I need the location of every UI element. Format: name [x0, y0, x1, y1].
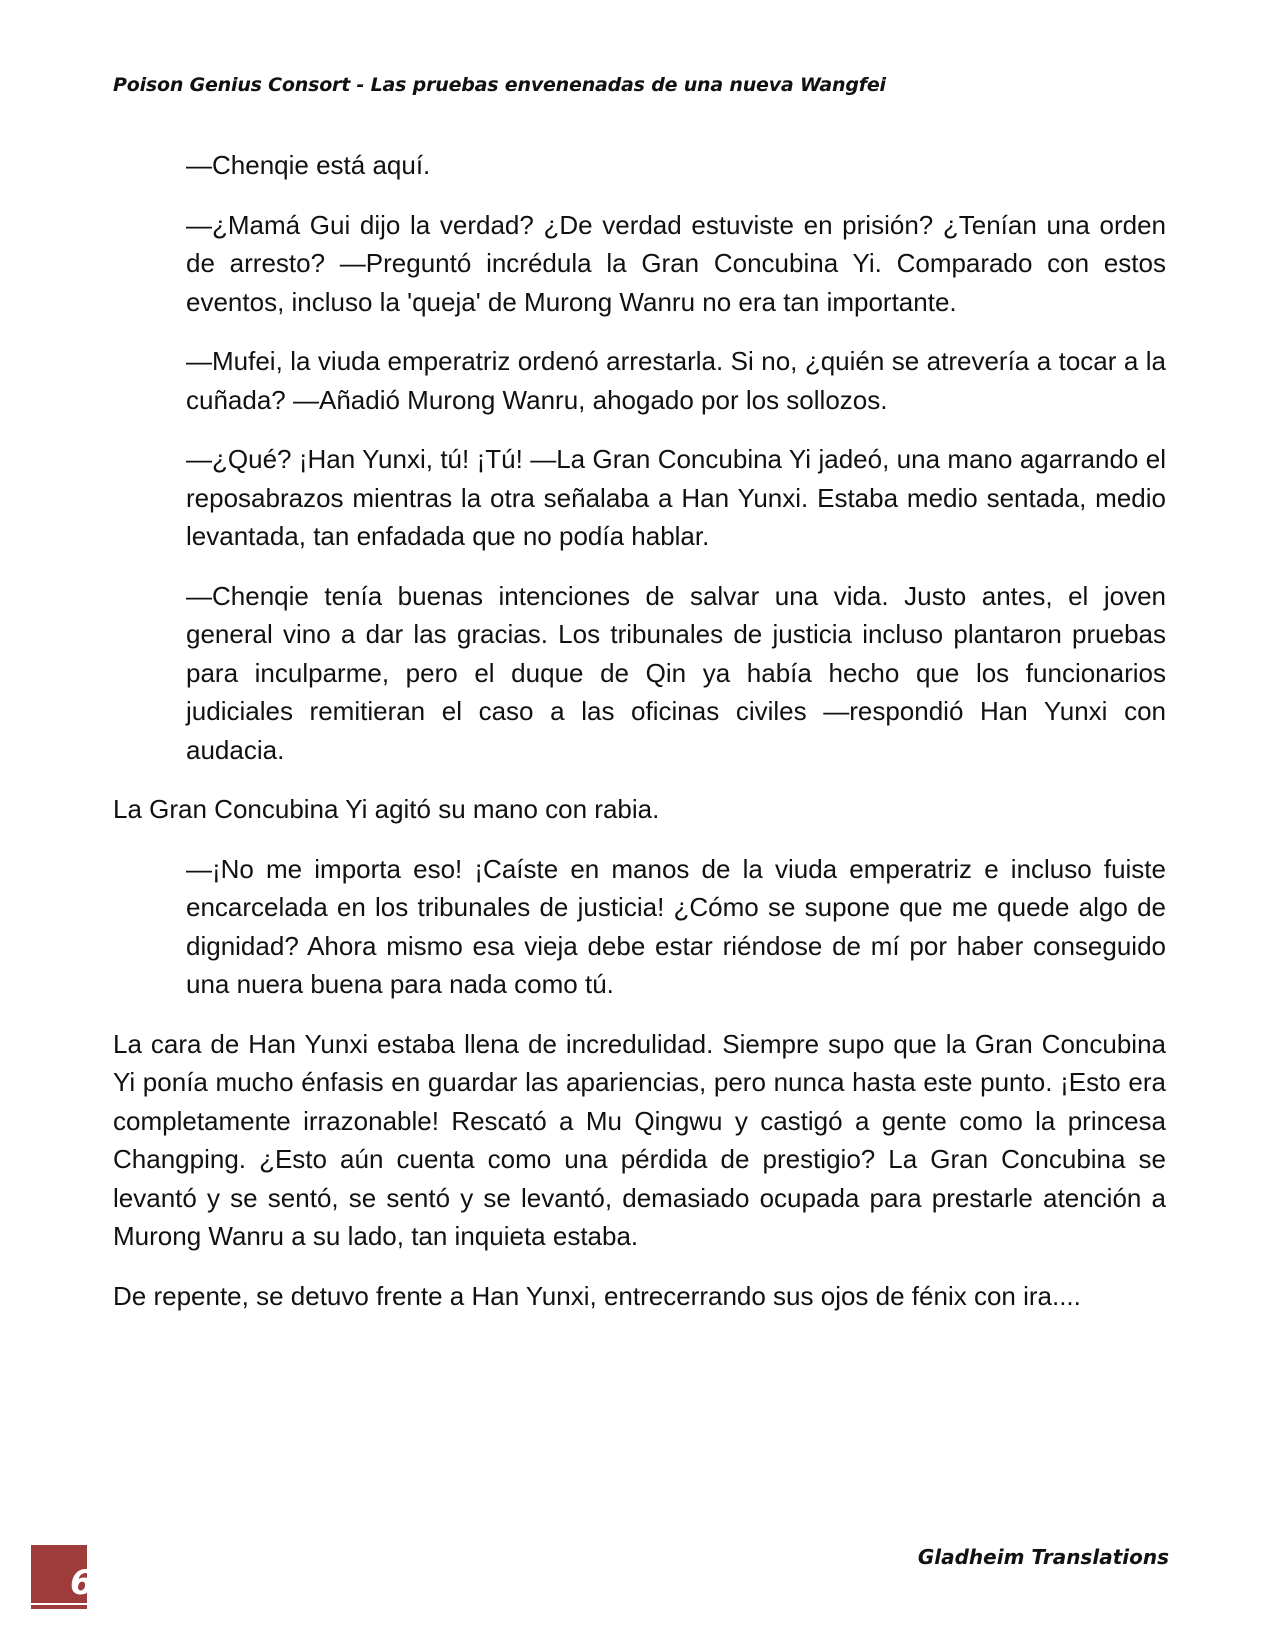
- page-number: 6: [70, 1563, 94, 1603]
- paragraph-3: —Mufei, la viuda emperatriz ordenó arrestarla. Si no, ¿quién se atrevería a tocar a la cuñada? —Añadió Murong Wanru, ahogado por los sollozos.: [186, 346, 1166, 415]
- footer-credit: Gladheim Translations: [917, 1545, 1169, 1569]
- page-number-underline: [31, 1603, 87, 1605]
- paragraph-2: —¿Mamá Gui dijo la verdad? ¿De verdad estuviste en prisión? ¿Tenían una orden de arresto? —Preguntó incrédula la Gran Concubina Yi. Comparado con estos eventos, incluso la 'queja' de Murong Wanru no era tan importante.: [186, 209, 1166, 317]
- paragraph-1: —Chenqie está aquí.: [186, 150, 431, 180]
- paragraph-4: —¿Qué? ¡Han Yunxi, tú! ¡Tú! —La Gran Concubina Yi jadeó, una mano agarrando el reposabrazos mientras la otra señalaba a Han Yunxi. Estaba medio sentada, medio levantada, tan enfadada que no podía hablar.: [186, 444, 1166, 551]
- paragraph-5: —Chenqie tenía buenas intenciones de salvar una vida. Justo antes, el joven general vino a dar las gracias. Los tribunales de justicia incluso plantaron pruebas para inculparme, pero el duque de Qin ya había hecho que los funcionarios judiciales remitieran el caso a las oficinas civiles —respondió Han Yunxi con audacia.: [186, 580, 1166, 765]
- document-body: [113, 146, 1166, 1336]
- running-header-title: Poison Genius Consort - Las pruebas envenenadas de una nueva Wangfei: [113, 74, 886, 96]
- paragraph-6: La Gran Concubina Yi agitó su mano con rabia.: [113, 794, 660, 824]
- paragraph-8: La cara de Han Yunxi estaba llena de incredulidad. Siempre supo que la Gran Concubina Yi ponía mucho énfasis en guardar las apariencias, pero nunca hasta este punto. ¡Esto era completamente irrazonable! Rescató a Mu Qingwu y castigó a gente como la princesa Changping. ¿Esto aún cuenta como una pérdida de prestigio? La Gran Concubina se levantó y se sentó, se sentó y se levantó, demasiado ocupada para prestarle atención a Murong Wanru a su lado, tan inquieta estaba.: [113, 1028, 1166, 1251]
- paragraph-7: —¡No me importa eso! ¡Caíste en manos de la viuda emperatriz e incluso fuiste encarcelada en los tribunales de justicia! ¿Cómo se supone que me quede algo de dignidad? Ahora mismo esa vieja debe estar riéndose de mí por haber conseguido una nuera buena para nada como tú.: [186, 853, 1166, 999]
- paragraph-9: De repente, se detuvo frente a Han Yunxi, entrecerrando sus ojos de fénix con ira....: [113, 1280, 1081, 1311]
